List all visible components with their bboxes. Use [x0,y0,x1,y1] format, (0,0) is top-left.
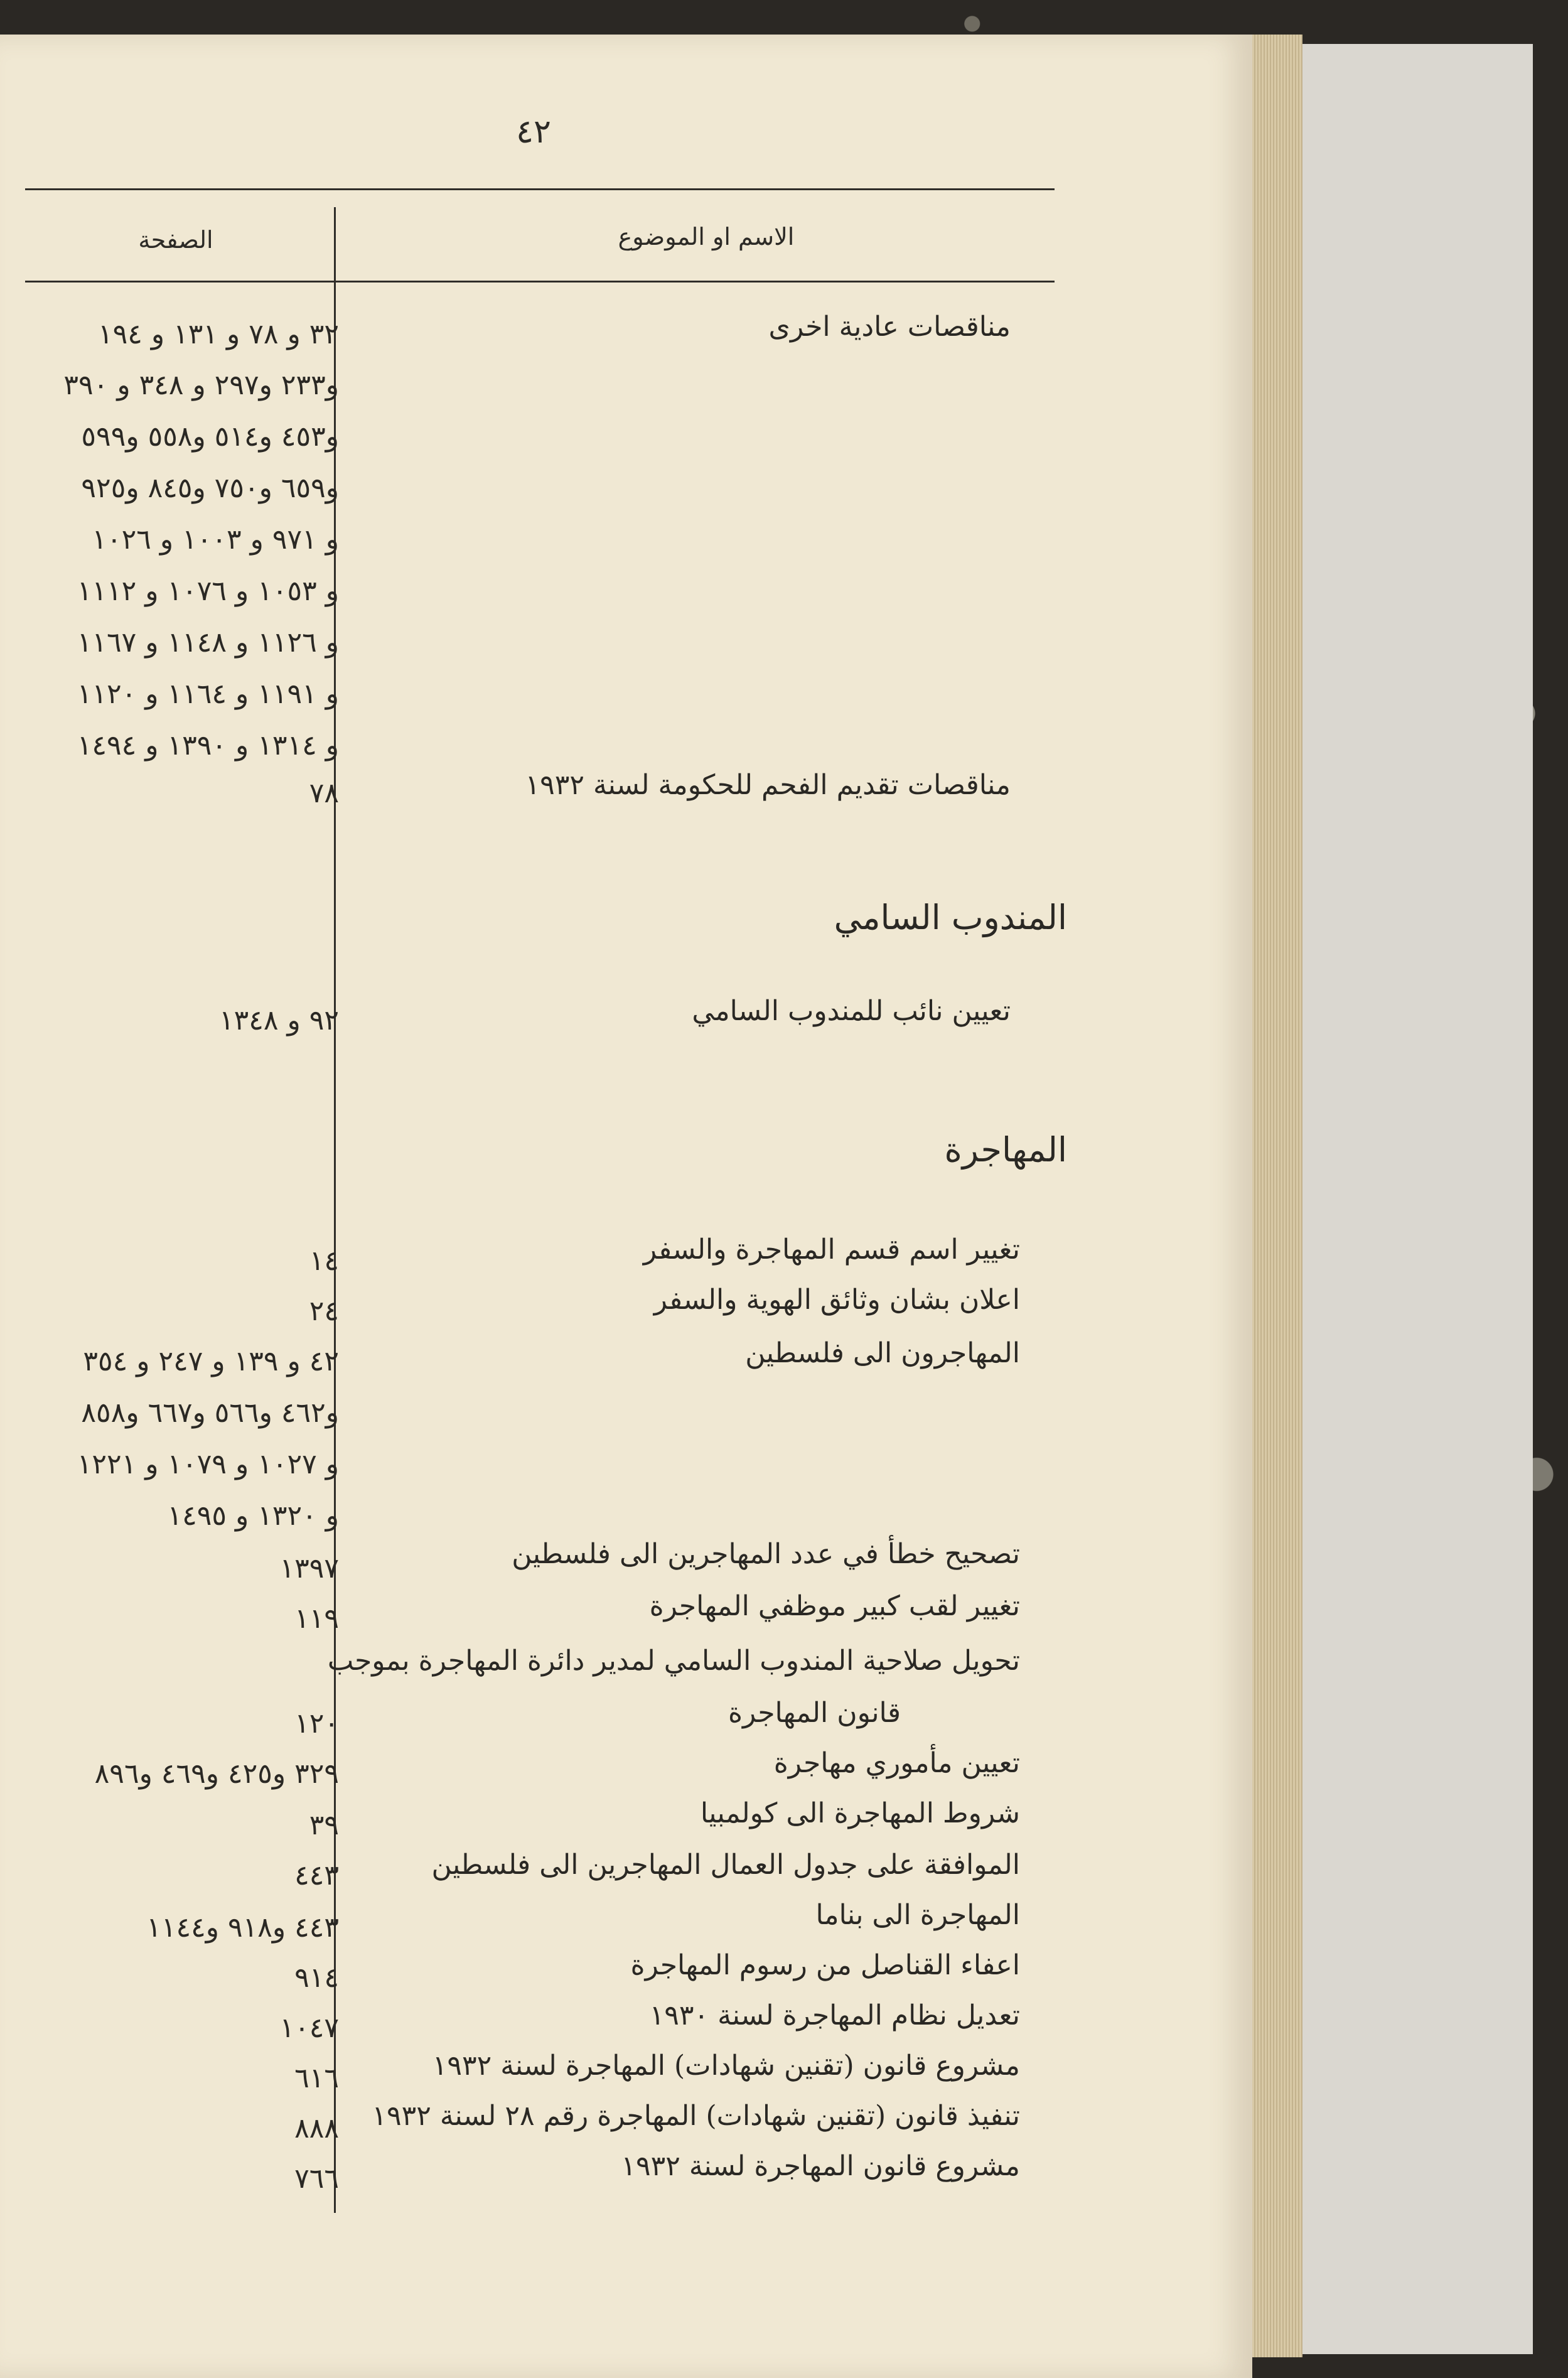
entry-pages: ١٤ [309,1245,339,1277]
entry-pages: ٣٩ [309,1809,339,1841]
entry-text: تعيين نائب للمندوب السامي [692,995,1011,1027]
entry-pages: ٣٢ و ٧٨ و ١٣١ و ١٩٤ [97,318,339,350]
document-page [0,35,1252,2378]
entry-pages: ١٢٠ [294,1708,339,1740]
entry-text: الموافقة على جدول العمال المهاجرين الى فلسطين [431,1849,1020,1881]
entry-pages: و٦٥٩ و٧٥٠ و٨٤٥ و٩٢٥ [81,472,339,504]
entry-text: المهاجرون الى فلسطين [745,1337,1020,1369]
entry-text: تصحيح خطأ في عدد المهاجرين الى فلسطين [512,1538,1020,1570]
entry-text: مشروع قانون المهاجرة لسنة ١٩٣٢ [621,2150,1020,2182]
entry-pages: ٤٤٣ [294,1859,339,1891]
entry-pages: و٤٦٢ و٥٦٦ و٦٦٧ و٨٥٨ [81,1397,339,1429]
entry-text: شروط المهاجرة الى كولمبيا [700,1797,1020,1829]
entry-pages: و٤٥٣ و٥١٤ و٥٥٨ و٥٩٩ [81,421,339,453]
header-page: الصفحة [138,226,213,254]
entry-pages: ٣٢٩ و٤٢٥ و٤٦٩ و٨٩٦ [94,1758,339,1790]
entry-pages: ٧٦٦ [294,2163,339,2195]
header-bottom-rule [25,281,1055,282]
entry-text: اعفاء القناصل من رسوم المهاجرة [630,1949,1020,1981]
entry-pages: ٩١٤ [294,1962,339,1994]
entry-text-continued: قانون المهاجرة [728,1697,901,1729]
entry-text: مشروع قانون (تقنين شهادات) المهاجرة لسنة ١٩٣٢ [432,2050,1020,2082]
header-subject: الاسم او الموضوع [618,223,795,250]
entry-pages: و ١٠٢٧ و ١٠٧٩ و ١٢٢١ [77,1448,339,1480]
entry-pages: ٦١٦ [294,2062,339,2094]
entry-text: اعلان بشان وثائق الهوية والسفر [653,1284,1020,1316]
entry-pages: و ١١٩١ و ١١٦٤ و ١١٢٠ [77,678,339,710]
entry-pages: ١٠٤٧ [279,2012,339,2044]
entry-text: المهاجرة الى بناما [815,1899,1020,1931]
entry-text: تعيين مأموري مهاجرة [773,1747,1020,1779]
page-number: ٤٢ [516,113,551,151]
entry-text: تحويل صلاحية المندوب السامي لمدير دائرة المهاجرة بموجب [327,1645,1020,1677]
entry-pages: و ١١٢٦ و ١١٤٨ و ١١٦٧ [77,627,339,659]
entry-pages: ١١٩ [294,1603,339,1635]
entry-pages: و ١٣١٤ و ١٣٩٠ و ١٤٩٤ [77,729,339,761]
entry-pages: و٢٣٣ و٢٩٧ و ٣٤٨ و ٣٩٠ [63,369,339,401]
entry-text: تغيير اسم قسم المهاجرة والسفر [643,1234,1020,1266]
entry-text: تعديل نظام المهاجرة لسنة ١٩٣٠ [649,1999,1020,2031]
section-heading: المندوب السامي [834,898,1067,937]
entry-text: تغيير لقب كبير موظفي المهاجرة [649,1590,1020,1622]
entry-pages: ٧٨ [309,777,339,809]
entry-pages: ٨٨٨ [294,2112,339,2144]
entry-pages: ٢٤ [309,1295,339,1327]
entry-pages: و ٩٧١ و ١٠٠٣ و ١٠٢٦ [92,524,339,556]
entry-text: تنفيذ قانون (تقنين شهادات) المهاجرة رقم ٢٨ لسنة ١٩٣٢ [372,2100,1020,2132]
section-heading: المهاجرة [944,1130,1067,1170]
entry-text: مناقصات تقديم الفحم للحكومة لسنة ١٩٣٢ [525,769,1011,801]
entry-pages: ١٣٩٧ [279,1552,339,1584]
entry-pages: ٤٤٣ و٩١٨ و١١٤٤ [146,1912,339,1944]
entry-pages: و ١٣٢٠ و ١٤٩٥ [167,1500,339,1532]
entry-pages: ٩٢ و ١٣٤٨ [218,1004,339,1036]
header-top-rule [25,188,1055,190]
entry-pages: و ١٠٥٣ و ١٠٧٦ و ١١١٢ [77,575,339,607]
entry-pages: ٤٢ و ١٣٩ و ٢٤٧ و ٣٥٤ [83,1345,339,1377]
entry-text: مناقصات عادية اخرى [768,311,1011,343]
